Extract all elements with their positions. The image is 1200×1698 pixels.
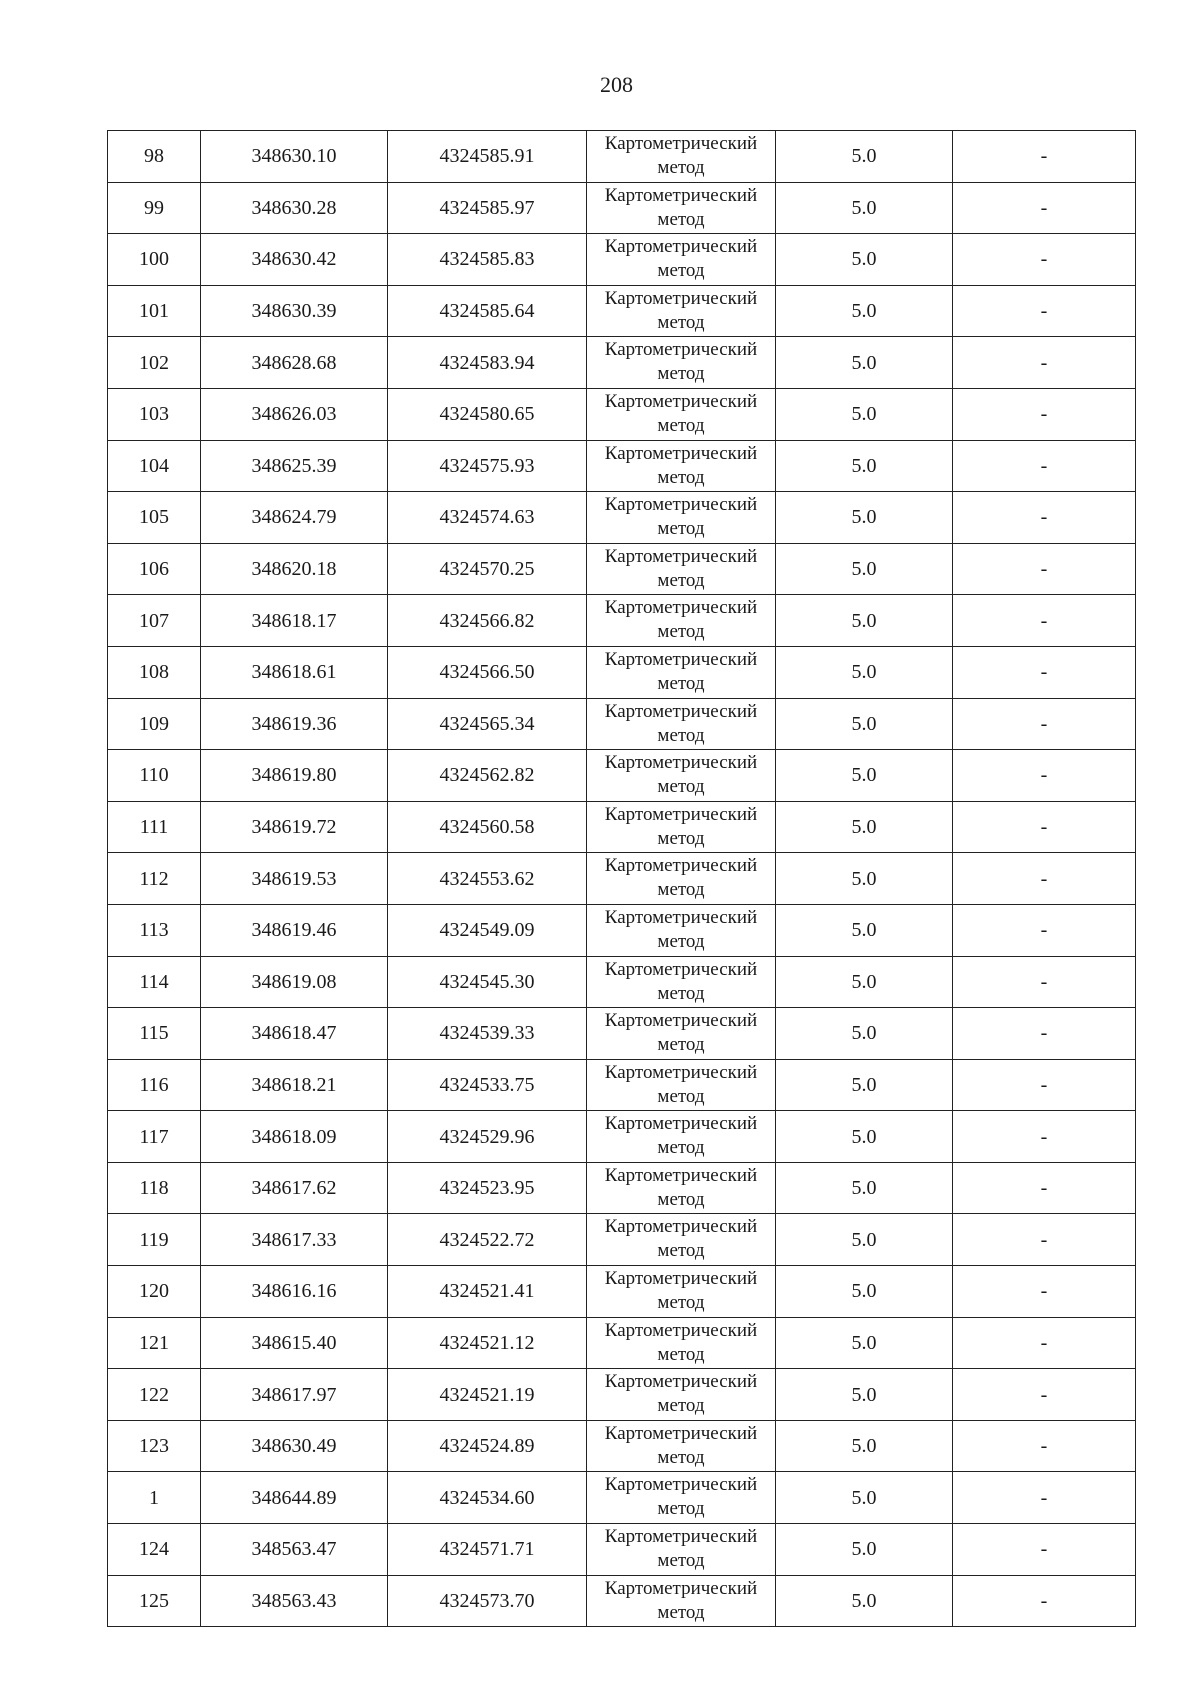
accuracy-cell: 5.0: [776, 440, 953, 492]
note-cell: -: [953, 595, 1136, 647]
y-coordinate-cell: 4324523.95: [388, 1162, 587, 1214]
method-line-2: метод: [657, 1498, 705, 1520]
table-row: [108, 801, 1136, 853]
method-line-1: Картометрический: [604, 236, 758, 258]
point-number-cell: 101: [108, 285, 201, 337]
method-cell: [587, 750, 776, 802]
accuracy-cell: 5.0: [776, 388, 953, 440]
method-line-1: Картометрический: [604, 1061, 758, 1083]
method-cell: [587, 1111, 776, 1163]
y-coordinate-cell: 4324565.34: [388, 698, 587, 750]
x-coordinate-cell: 348617.97: [201, 1369, 388, 1421]
method-cell: [587, 1524, 776, 1576]
point-number-cell: 109: [108, 698, 201, 750]
note-cell: -: [953, 543, 1136, 595]
table-row: [108, 182, 1136, 234]
accuracy-cell: 5.0: [776, 1420, 953, 1472]
note-cell: -: [953, 956, 1136, 1008]
method-cell: [587, 1266, 776, 1318]
method-line-2: метод: [657, 982, 705, 1004]
method-cell: [587, 1162, 776, 1214]
table-row: [108, 337, 1136, 389]
accuracy-cell: 5.0: [776, 1524, 953, 1576]
point-number-cell: 100: [108, 234, 201, 286]
table-row: [108, 956, 1136, 1008]
method-line-2: метод: [657, 363, 705, 385]
method-cell: [587, 492, 776, 544]
method-line-1: Картометрический: [604, 442, 758, 464]
x-coordinate-cell: 348616.16: [201, 1266, 388, 1318]
point-number-cell: 112: [108, 853, 201, 905]
y-coordinate-cell: 4324566.50: [388, 646, 587, 698]
note-cell: -: [953, 1162, 1136, 1214]
table-row: [108, 750, 1136, 802]
table-row: [108, 388, 1136, 440]
y-coordinate-cell: 4324573.70: [388, 1575, 587, 1627]
method-line-2: метод: [657, 776, 705, 798]
accuracy-cell: 5.0: [776, 956, 953, 1008]
method-line-1: Картометрический: [604, 752, 758, 774]
note-cell: -: [953, 750, 1136, 802]
x-coordinate-cell: 348626.03: [201, 388, 388, 440]
note-cell: -: [953, 1472, 1136, 1524]
method-cell: [587, 234, 776, 286]
note-cell: -: [953, 1420, 1136, 1472]
method-line-2: метод: [657, 208, 705, 230]
accuracy-cell: 5.0: [776, 1472, 953, 1524]
point-number-cell: 118: [108, 1162, 201, 1214]
x-coordinate-cell: 348619.72: [201, 801, 388, 853]
coordinates-table: [107, 130, 1136, 1627]
note-cell: -: [953, 853, 1136, 905]
method-cell: [587, 1575, 776, 1627]
method-line-2: метод: [657, 1137, 705, 1159]
y-coordinate-cell: 4324549.09: [388, 904, 587, 956]
point-number-cell: 107: [108, 595, 201, 647]
method-line-1: Картометрический: [604, 545, 758, 567]
table-row: [108, 595, 1136, 647]
accuracy-cell: 5.0: [776, 698, 953, 750]
method-line-2: метод: [657, 1343, 705, 1365]
table-row: [108, 904, 1136, 956]
point-number-cell: 1: [108, 1472, 201, 1524]
x-coordinate-cell: 348619.08: [201, 956, 388, 1008]
method-line-2: метод: [657, 311, 705, 333]
method-line-2: метод: [657, 260, 705, 282]
table-row: [108, 131, 1136, 183]
method-line-2: метод: [657, 157, 705, 178]
method-line-2: метод: [657, 879, 705, 901]
point-number-cell: 99: [108, 182, 201, 234]
method-line-2: метод: [657, 414, 705, 436]
y-coordinate-cell: 4324545.30: [388, 956, 587, 1008]
table-row: [108, 1575, 1136, 1627]
method-line-1: Картометрический: [604, 958, 758, 980]
accuracy-cell: 5.0: [776, 750, 953, 802]
y-coordinate-cell: 4324585.64: [388, 285, 587, 337]
table-row: [108, 1472, 1136, 1524]
y-coordinate-cell: 4324580.65: [388, 388, 587, 440]
method-line-2: метод: [657, 518, 705, 540]
x-coordinate-cell: 348619.53: [201, 853, 388, 905]
y-coordinate-cell: 4324562.82: [388, 750, 587, 802]
method-line-2: метод: [657, 827, 705, 849]
note-cell: -: [953, 131, 1136, 183]
table-row: [108, 285, 1136, 337]
x-coordinate-cell: 348630.49: [201, 1420, 388, 1472]
method-line-1: Картометрический: [604, 1164, 758, 1186]
point-number-cell: 124: [108, 1524, 201, 1576]
method-line-1: Картометрический: [604, 906, 758, 928]
method-cell: [587, 337, 776, 389]
x-coordinate-cell: 348618.17: [201, 595, 388, 647]
table-row: [108, 1266, 1136, 1318]
table-row: [108, 698, 1136, 750]
x-coordinate-cell: 348619.36: [201, 698, 388, 750]
table-row: [108, 1317, 1136, 1369]
x-coordinate-cell: 348618.47: [201, 1008, 388, 1060]
x-coordinate-cell: 348628.68: [201, 337, 388, 389]
note-cell: -: [953, 801, 1136, 853]
accuracy-cell: 5.0: [776, 337, 953, 389]
method-cell: [587, 801, 776, 853]
point-number-cell: 125: [108, 1575, 201, 1627]
table-row: [108, 1111, 1136, 1163]
method-cell: [587, 1472, 776, 1524]
method-line-1: Картометрический: [604, 1113, 758, 1135]
note-cell: -: [953, 1214, 1136, 1266]
method-line-2: метод: [657, 1601, 705, 1623]
point-number-cell: 105: [108, 492, 201, 544]
y-coordinate-cell: 4324524.89: [388, 1420, 587, 1472]
table-row: [108, 1369, 1136, 1421]
accuracy-cell: 5.0: [776, 1575, 953, 1627]
point-number-cell: 108: [108, 646, 201, 698]
x-coordinate-cell: 348618.09: [201, 1111, 388, 1163]
y-coordinate-cell: 4324570.25: [388, 543, 587, 595]
method-cell: [587, 646, 776, 698]
y-coordinate-cell: 4324539.33: [388, 1008, 587, 1060]
y-coordinate-cell: 4324521.41: [388, 1266, 587, 1318]
method-cell: [587, 285, 776, 337]
point-number-cell: 98: [108, 131, 201, 183]
coordinates-table-body: [108, 131, 1136, 1627]
x-coordinate-cell: 348619.46: [201, 904, 388, 956]
method-line-1: Картометрический: [604, 1577, 758, 1599]
point-number-cell: 103: [108, 388, 201, 440]
method-line-1: Картометрический: [604, 1371, 758, 1393]
y-coordinate-cell: 4324553.62: [388, 853, 587, 905]
accuracy-cell: 5.0: [776, 1059, 953, 1111]
method-cell: [587, 1369, 776, 1421]
x-coordinate-cell: 348617.62: [201, 1162, 388, 1214]
accuracy-cell: 5.0: [776, 801, 953, 853]
point-number-cell: 116: [108, 1059, 201, 1111]
note-cell: -: [953, 646, 1136, 698]
table-row: [108, 1420, 1136, 1472]
method-cell: [587, 388, 776, 440]
note-cell: -: [953, 698, 1136, 750]
method-cell: [587, 956, 776, 1008]
method-line-1: Картометрический: [604, 133, 758, 154]
x-coordinate-cell: 348619.80: [201, 750, 388, 802]
point-number-cell: 106: [108, 543, 201, 595]
method-cell: [587, 1214, 776, 1266]
accuracy-cell: 5.0: [776, 1111, 953, 1163]
table-row: [108, 1008, 1136, 1060]
x-coordinate-cell: 348617.33: [201, 1214, 388, 1266]
table-row: [108, 543, 1136, 595]
method-line-1: Картометрический: [604, 1526, 758, 1548]
accuracy-cell: 5.0: [776, 182, 953, 234]
method-cell: [587, 1008, 776, 1060]
x-coordinate-cell: 348563.43: [201, 1575, 388, 1627]
table-row: [108, 1162, 1136, 1214]
method-cell: [587, 1317, 776, 1369]
method-line-1: Картометрический: [604, 1319, 758, 1341]
table-row: [108, 440, 1136, 492]
method-line-1: Картометрический: [604, 339, 758, 361]
point-number-cell: 113: [108, 904, 201, 956]
accuracy-cell: 5.0: [776, 131, 953, 183]
method-line-2: метод: [657, 1292, 705, 1314]
x-coordinate-cell: 348563.47: [201, 1524, 388, 1576]
note-cell: -: [953, 388, 1136, 440]
table-row: [108, 1214, 1136, 1266]
x-coordinate-cell: 348630.42: [201, 234, 388, 286]
method-cell: [587, 595, 776, 647]
y-coordinate-cell: 4324560.58: [388, 801, 587, 853]
y-coordinate-cell: 4324529.96: [388, 1111, 587, 1163]
point-number-cell: 117: [108, 1111, 201, 1163]
method-line-1: Картометрический: [604, 184, 758, 206]
note-cell: -: [953, 1524, 1136, 1576]
y-coordinate-cell: 4324521.12: [388, 1317, 587, 1369]
table-row: [108, 1059, 1136, 1111]
point-number-cell: 111: [108, 801, 201, 853]
accuracy-cell: 5.0: [776, 1369, 953, 1421]
method-line-1: Картометрический: [604, 855, 758, 877]
point-number-cell: 102: [108, 337, 201, 389]
method-line-1: Картометрический: [604, 287, 758, 309]
note-cell: -: [953, 337, 1136, 389]
x-coordinate-cell: 348624.79: [201, 492, 388, 544]
point-number-cell: 115: [108, 1008, 201, 1060]
point-number-cell: 114: [108, 956, 201, 1008]
x-coordinate-cell: 348618.61: [201, 646, 388, 698]
point-number-cell: 120: [108, 1266, 201, 1318]
accuracy-cell: 5.0: [776, 234, 953, 286]
note-cell: -: [953, 1111, 1136, 1163]
accuracy-cell: 5.0: [776, 646, 953, 698]
accuracy-cell: 5.0: [776, 904, 953, 956]
point-number-cell: 121: [108, 1317, 201, 1369]
accuracy-cell: 5.0: [776, 543, 953, 595]
y-coordinate-cell: 4324533.75: [388, 1059, 587, 1111]
method-cell: [587, 1420, 776, 1472]
accuracy-cell: 5.0: [776, 1266, 953, 1318]
accuracy-cell: 5.0: [776, 1008, 953, 1060]
point-number-cell: 110: [108, 750, 201, 802]
note-cell: -: [953, 492, 1136, 544]
method-cell: [587, 182, 776, 234]
method-line-2: метод: [657, 1395, 705, 1417]
table-row: [108, 1524, 1136, 1576]
y-coordinate-cell: 4324522.72: [388, 1214, 587, 1266]
accuracy-cell: 5.0: [776, 1214, 953, 1266]
method-line-1: Картометрический: [604, 494, 758, 516]
y-coordinate-cell: 4324585.97: [388, 182, 587, 234]
table-row: [108, 853, 1136, 905]
method-line-2: метод: [657, 569, 705, 591]
x-coordinate-cell: 348644.89: [201, 1472, 388, 1524]
accuracy-cell: 5.0: [776, 853, 953, 905]
table-row: [108, 646, 1136, 698]
method-line-2: метод: [657, 466, 705, 488]
y-coordinate-cell: 4324585.83: [388, 234, 587, 286]
method-cell: [587, 440, 776, 492]
accuracy-cell: 5.0: [776, 285, 953, 337]
method-line-2: метод: [657, 672, 705, 694]
x-coordinate-cell: 348615.40: [201, 1317, 388, 1369]
note-cell: -: [953, 285, 1136, 337]
method-line-1: Картометрический: [604, 1010, 758, 1032]
method-line-1: Картометрический: [604, 803, 758, 825]
note-cell: -: [953, 440, 1136, 492]
method-line-1: Картометрический: [604, 700, 758, 722]
accuracy-cell: 5.0: [776, 595, 953, 647]
table-row: [108, 492, 1136, 544]
x-coordinate-cell: 348630.28: [201, 182, 388, 234]
method-cell: [587, 543, 776, 595]
method-cell: [587, 698, 776, 750]
note-cell: -: [953, 904, 1136, 956]
method-line-2: метод: [657, 1085, 705, 1107]
method-cell: [587, 1059, 776, 1111]
note-cell: -: [953, 1317, 1136, 1369]
method-line-1: Картометрический: [604, 1474, 758, 1496]
method-line-2: метод: [657, 1550, 705, 1572]
accuracy-cell: 5.0: [776, 1317, 953, 1369]
method-line-1: Картометрический: [604, 1268, 758, 1290]
x-coordinate-cell: 348625.39: [201, 440, 388, 492]
accuracy-cell: 5.0: [776, 492, 953, 544]
x-coordinate-cell: 348618.21: [201, 1059, 388, 1111]
point-number-cell: 122: [108, 1369, 201, 1421]
y-coordinate-cell: 4324583.94: [388, 337, 587, 389]
x-coordinate-cell: 348630.10: [201, 131, 388, 183]
note-cell: -: [953, 182, 1136, 234]
method-line-2: метод: [657, 930, 705, 952]
method-cell: [587, 131, 776, 183]
method-line-2: метод: [657, 621, 705, 643]
y-coordinate-cell: 4324566.82: [388, 595, 587, 647]
note-cell: -: [953, 234, 1136, 286]
y-coordinate-cell: 4324571.71: [388, 1524, 587, 1576]
method-line-2: метод: [657, 1240, 705, 1262]
note-cell: -: [953, 1266, 1136, 1318]
note-cell: -: [953, 1575, 1136, 1627]
y-coordinate-cell: 4324575.93: [388, 440, 587, 492]
method-line-1: Картометрический: [604, 1216, 758, 1238]
method-line-1: Картометрический: [604, 597, 758, 619]
page-number: 208: [600, 72, 633, 97]
method-line-2: метод: [657, 1034, 705, 1056]
table-row: [108, 234, 1136, 286]
method-cell: [587, 853, 776, 905]
y-coordinate-cell: 4324574.63: [388, 492, 587, 544]
note-cell: -: [953, 1008, 1136, 1060]
x-coordinate-cell: 348630.39: [201, 285, 388, 337]
point-number-cell: 119: [108, 1214, 201, 1266]
method-line-2: метод: [657, 724, 705, 746]
method-line-2: метод: [657, 1188, 705, 1210]
method-cell: [587, 904, 776, 956]
note-cell: -: [953, 1369, 1136, 1421]
y-coordinate-cell: 4324521.19: [388, 1369, 587, 1421]
method-line-1: Картометрический: [604, 648, 758, 670]
note-cell: -: [953, 1059, 1136, 1111]
method-line-2: метод: [657, 1446, 705, 1468]
point-number-cell: 123: [108, 1420, 201, 1472]
method-line-1: Картометрический: [604, 390, 758, 412]
x-coordinate-cell: 348620.18: [201, 543, 388, 595]
point-number-cell: 104: [108, 440, 201, 492]
y-coordinate-cell: 4324585.91: [388, 131, 587, 183]
method-line-1: Картометрический: [604, 1422, 758, 1444]
accuracy-cell: 5.0: [776, 1162, 953, 1214]
y-coordinate-cell: 4324534.60: [388, 1472, 587, 1524]
